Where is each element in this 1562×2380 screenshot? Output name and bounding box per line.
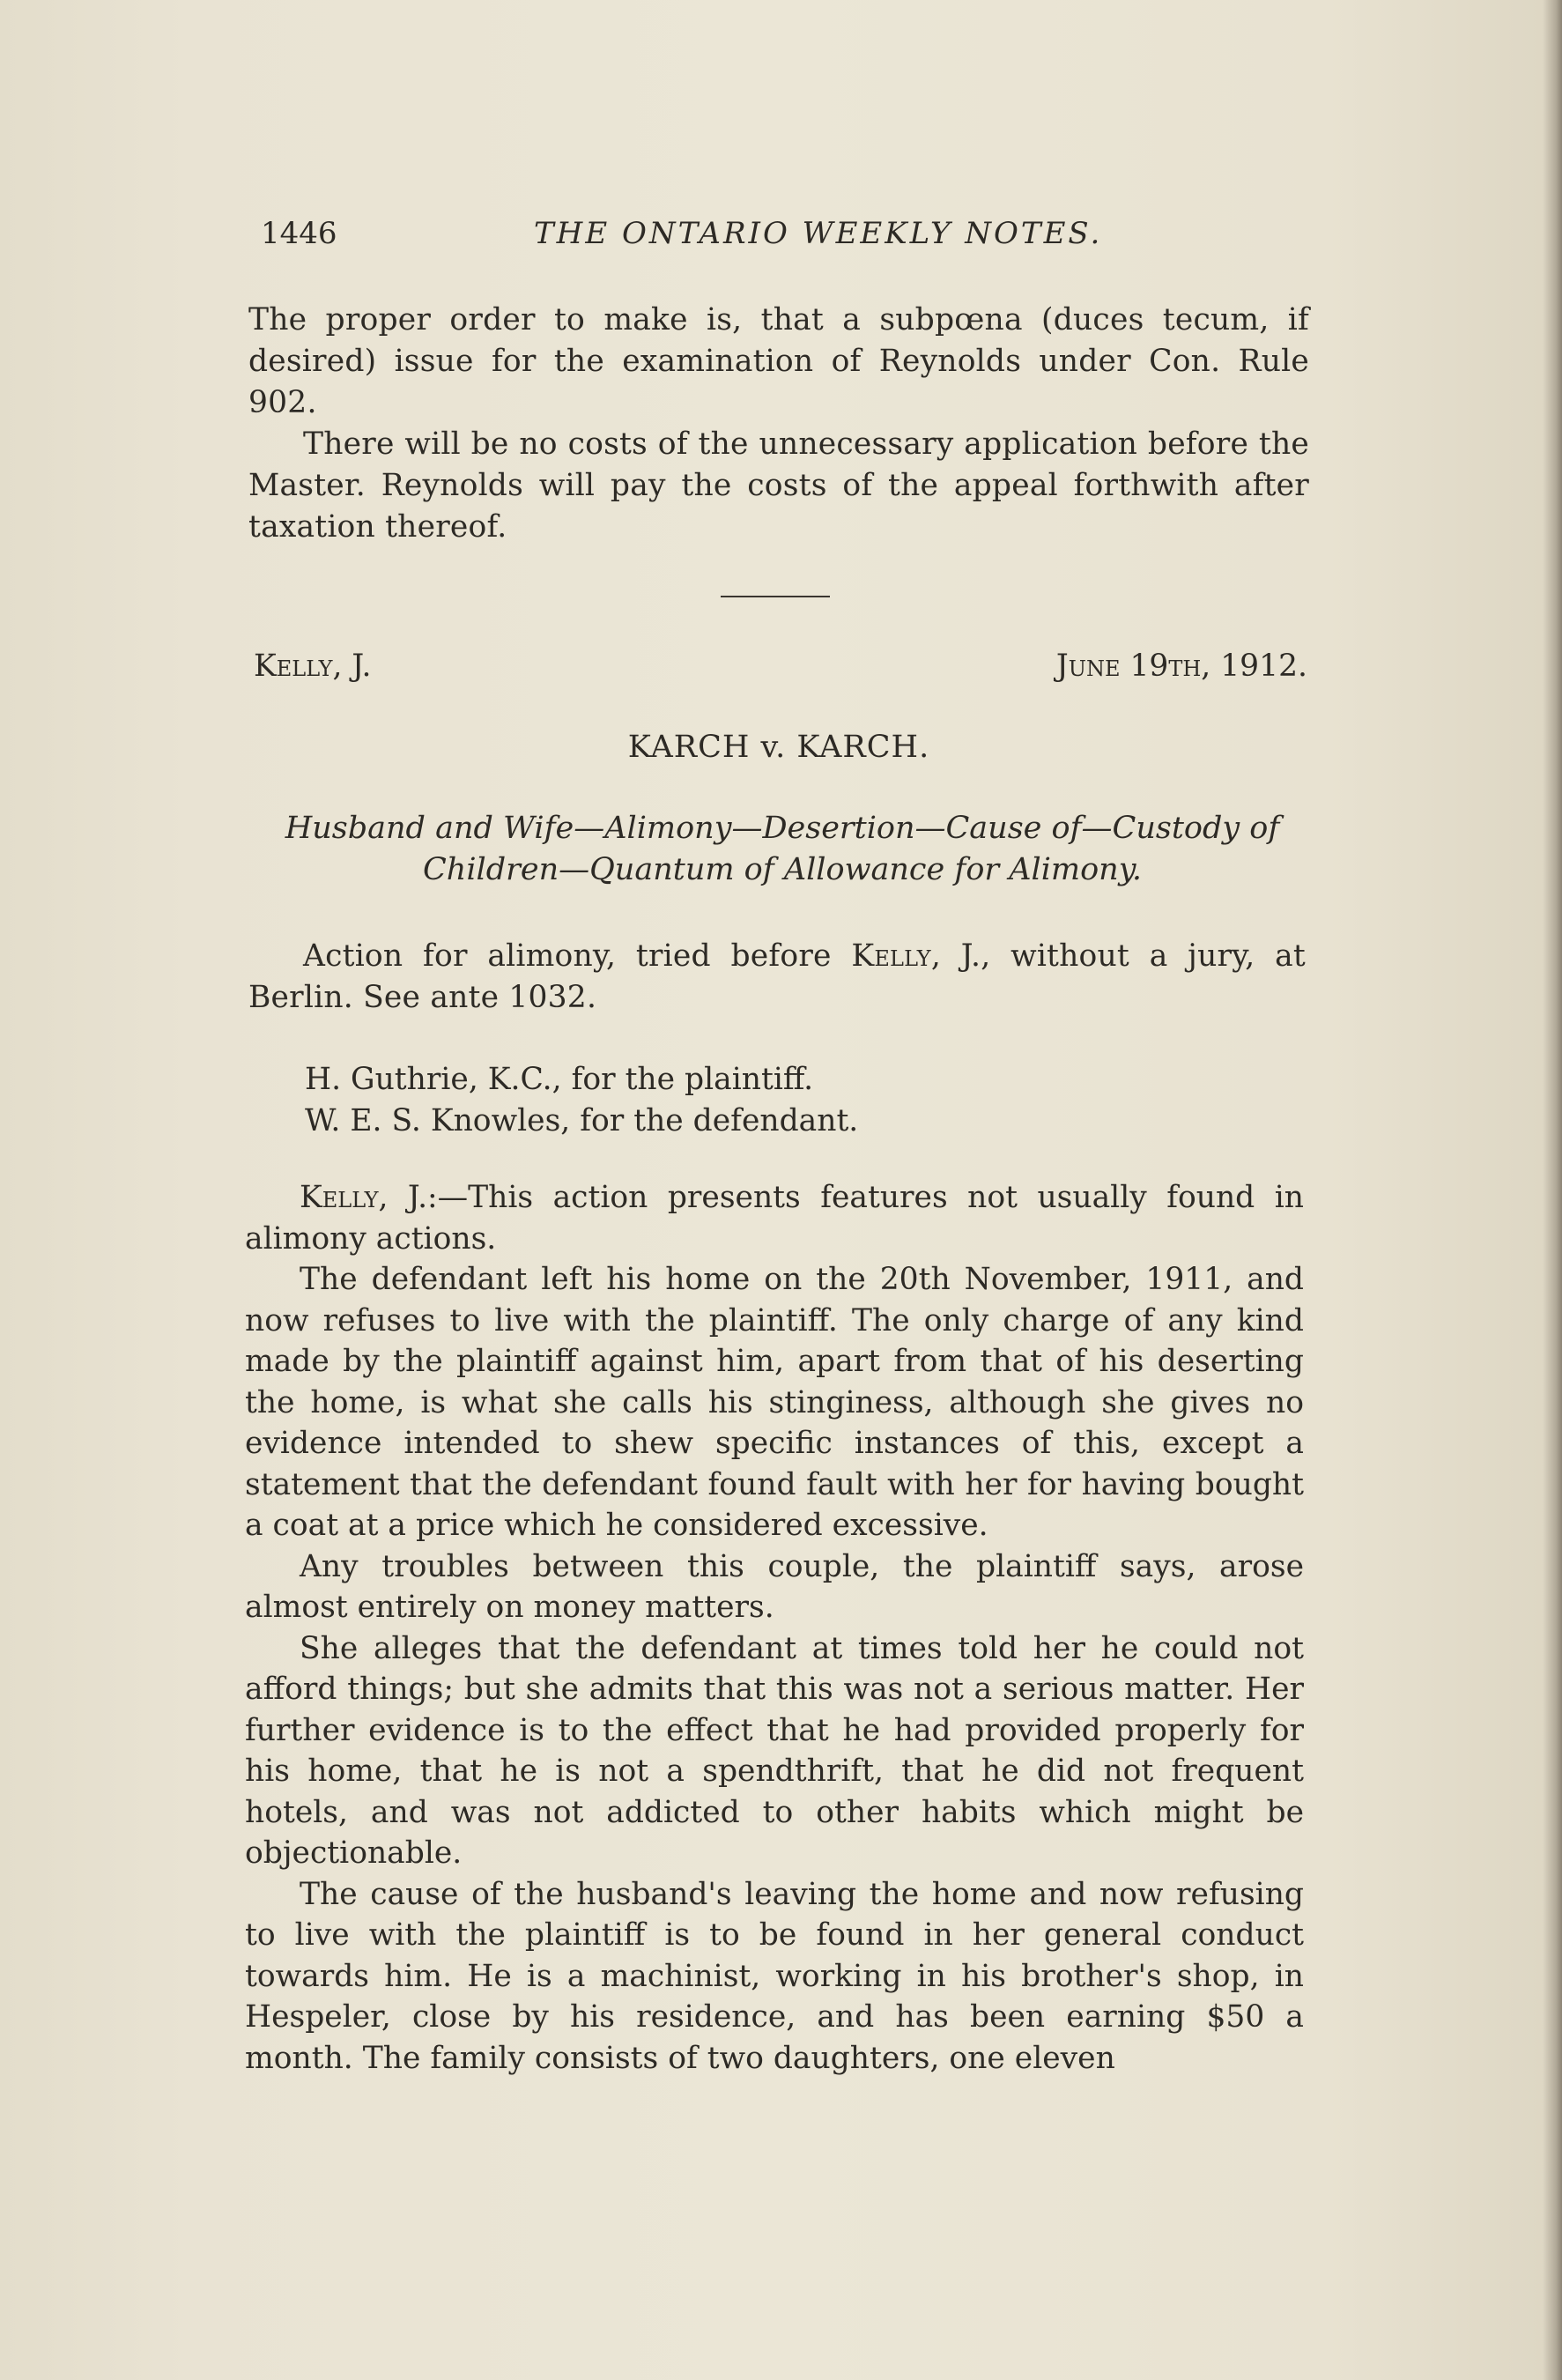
counsel-plaintiff: H. Guthrie, K.C., for the plaintiff. [305,1062,814,1097]
judge-name: Kelly, J. [254,649,372,684]
page-number: 1446 [261,216,337,251]
judgment-opening-text: , J.:—This action presents features not usually found in alimony actions. [245,1180,1304,1257]
judgment-judge-name: Kelly [300,1180,379,1215]
judgment-date: June 19th, 1912. [1055,649,1307,684]
headnote: Husband and Wife—Alimony—Desertion—Cause of—Custody of Children—Quantum of Allowance for Alimony. [285,811,1280,887]
running-title: THE ONTARIO WEEKLY NOTES. [534,216,1103,251]
page-header [261,216,1309,258]
judge-date-line [254,649,1307,691]
judgment-paragraph-1: The defendant left his home on the 20th November, 1911, and now refuses to live with the plaintiff. The only charge of any kind made by the plaintiff against him, apart from that of his deserting the home, is what she calls his stinginess, although she gives no evidence intended to shew specific instances of this, except a statement that the defendant found fault with her for having bought a coat at a price which he considered excessive. [245,1262,1304,1543]
case-title: KARCH v. KARCH. [627,730,930,765]
section-divider [721,596,830,597]
action-statement [248,936,1306,1019]
page-edge-shadow [1543,0,1562,2380]
action-judge-name: Kelly [851,938,931,974]
continuation-paragraph-2: There will be no costs of the unnecessary application before the Master. Reynolds will pay the costs of the appeal forthwith after taxation thereof. [248,426,1309,545]
continuation-text [248,300,1309,548]
action-paragraph [248,936,1306,1019]
judgment-paragraph-2: Any troubles between this couple, the plaintiff says, arose almost entirely on money matters. [245,1548,1304,1625]
action-text-start: Action for alimony, tried before [303,938,852,974]
judgment-paragraph-3: She alleges that the defendant at times told her he could not afford things; but she admits that this was not a serious matter. Her further evidence is to the effect that he had provided properly for his home, that he is not a spendthrift, that he did not frequent hotels, and was not addicted to other habits which might be objectionable. [245,1630,1304,1871]
action-text-end: , J., without a jury, at Berlin. See ante 1032. [248,938,1306,1015]
judgment-paragraph-4: The cause of the husband's leaving the home and now refusing to live with the plaintiff is to be found in her general conduct towards him. He is a machinist, working in his brother's shop, in Hespeler, close by his residence, and has been earning $50 a month. The family consists of two daughters, one eleven [245,1876,1304,2076]
continuation-paragraph-1: The proper order to make is, that a subpœna (duces tecum, if desired) issue for the examination of Reynolds under Con. Rule 902. [248,302,1309,420]
judgment-body [245,1177,1304,2079]
counsel-defendant: W. E. S. Knowles, for the defendant. [305,1103,859,1138]
judgment-opening-paragraph [245,1177,1304,1259]
